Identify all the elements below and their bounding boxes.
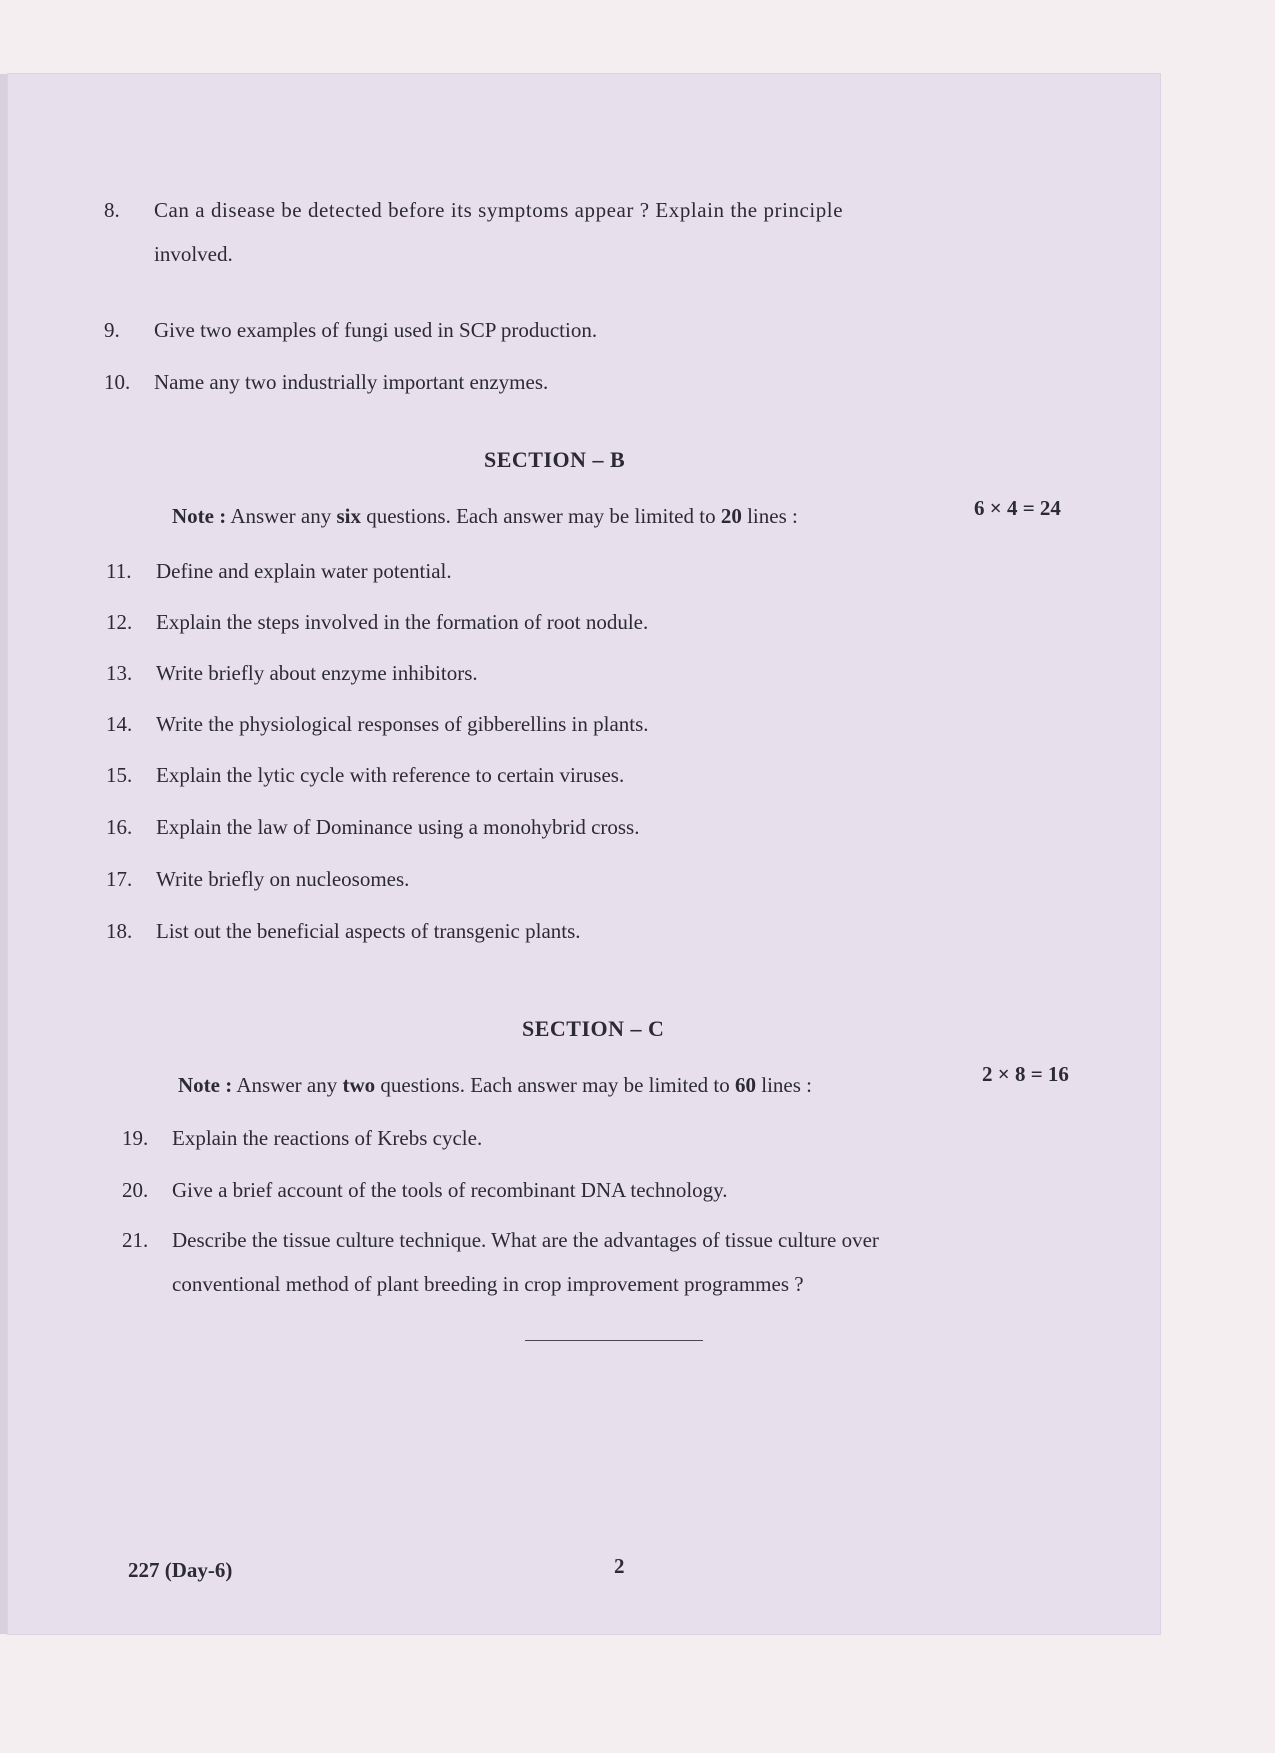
question-number: 9.: [104, 318, 120, 342]
section-c-title: SECTION – C: [522, 1016, 665, 1041]
scan-edge: [0, 74, 8, 1634]
note-label: Note :: [172, 504, 227, 528]
question-number: 12.: [106, 610, 133, 634]
question-text: Explain the lytic cycle with reference to certain viruses.: [156, 763, 625, 787]
section-c-note: [178, 1073, 812, 1098]
question-number: 16.: [106, 815, 133, 839]
question-text: Define and explain water potential.: [156, 559, 452, 583]
question-number: 21.: [122, 1228, 149, 1252]
section-b-title: SECTION – B: [484, 447, 626, 472]
question-text: Write the physiological responses of gibberellins in plants.: [156, 712, 649, 736]
note-lines: 60: [734, 1073, 756, 1097]
question-text: Can a disease be detected before its symptoms appear ? Explain the principle: [154, 198, 844, 222]
section-b-note: [172, 504, 798, 529]
note-label: Note :: [178, 1073, 233, 1097]
note-text: lines :: [747, 504, 798, 528]
question-text: Name any two industrially important enzymes.: [154, 370, 549, 394]
question-number: 19.: [122, 1126, 149, 1150]
note-text: Answer any: [230, 504, 332, 528]
question-text: Describe the tissue culture technique. What are the advantages of tissue culture over: [172, 1228, 879, 1252]
page-number: 2: [614, 1554, 625, 1578]
paper-code: 227 (Day-6): [128, 1558, 233, 1582]
note-text: questions. Each answer may be limited to: [380, 1073, 730, 1097]
question-text-continued: involved.: [154, 242, 233, 266]
question-number: 13.: [106, 661, 133, 685]
question-text: List out the beneficial aspects of transgenic plants.: [156, 919, 581, 943]
section-b-marks: 6 × 4 = 24: [974, 496, 1061, 520]
question-number: 18.: [106, 919, 133, 943]
question-text: Explain the law of Dominance using a monohybrid cross.: [156, 815, 640, 839]
question-number: 20.: [122, 1178, 149, 1202]
note-text: lines :: [761, 1073, 812, 1097]
question-text: Give two examples of fungi used in SCP production.: [154, 318, 598, 342]
question-text: Write briefly on nucleosomes.: [156, 867, 410, 891]
question-text: Explain the steps involved in the formation of root nodule.: [156, 610, 649, 634]
section-c-marks: 2 × 8 = 16: [982, 1062, 1069, 1086]
question-number: 10.: [104, 370, 131, 394]
question-number: 8.: [104, 198, 120, 222]
question-text: Give a brief account of the tools of recombinant DNA technology.: [172, 1178, 728, 1202]
question-number: 15.: [106, 763, 133, 787]
note-text: Answer any: [236, 1073, 338, 1097]
end-rule: [525, 1340, 703, 1341]
exam-page: [8, 74, 1160, 1634]
note-count: six: [336, 504, 361, 528]
question-text: Write briefly about enzyme inhibitors.: [156, 661, 478, 685]
question-number: 11.: [106, 559, 132, 583]
question-number: 14.: [106, 712, 133, 736]
question-text: Explain the reactions of Krebs cycle.: [172, 1126, 483, 1150]
note-lines: 20: [720, 504, 742, 528]
note-count: two: [342, 1073, 376, 1097]
question-number: 17.: [106, 867, 133, 891]
note-text: questions. Each answer may be limited to: [366, 504, 716, 528]
question-text-continued: conventional method of plant breeding in crop improvement programmes ?: [172, 1272, 804, 1296]
